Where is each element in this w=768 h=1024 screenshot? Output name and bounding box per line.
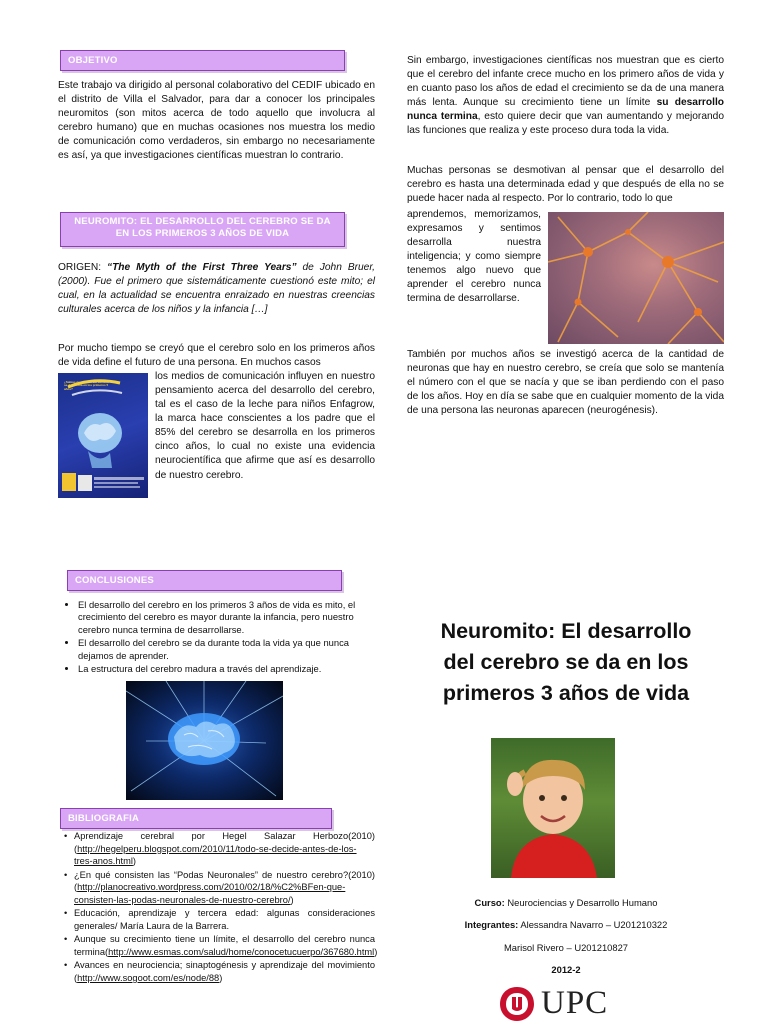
bibliografia-heading (60, 808, 332, 829)
neuron-network-icon (548, 212, 724, 344)
bibliografia-heading-text: BIBLIOGRAFIA (68, 813, 140, 824)
bib-link[interactable]: http://www.sogoot.com/es/node/88 (77, 973, 220, 984)
bib-item (62, 869, 375, 907)
origen-de: de (296, 262, 320, 273)
conclusion-item: • El desarrollo del cerebro en los primeros 3 años de vida es mito, el crecimiento del cerebro es mayor durante la infancia, pero nuestro cerebro nunca termina de desarrollarse. (78, 599, 378, 636)
integrantes-line (400, 919, 732, 932)
curso-label: Curso: (474, 897, 505, 908)
enfagrow-ad-text: ¿Sabías que el 85% del cerebro se desarrolla en los primeros 5 años? (64, 380, 109, 391)
bib-link[interactable]: http://hegelperu.blogspot.com/2010/11/todo-se-decide-antes-de-los-tres-anos.html (74, 843, 357, 867)
cover-title-line1: Neuromito: El desarrollo (440, 619, 692, 643)
bib-after: ) (219, 973, 223, 984)
right-paragraph-2-top: Muchas personas se desmotivan al pensar que el desarrollo del cerebro es hasta una determinada edad y que después de ella no se puede hacer nada al respecto. Por lo contrario, todo lo que (407, 165, 724, 205)
neuromito-heading (60, 212, 345, 247)
origen-paragraph (58, 261, 375, 317)
objetivo-text: Este trabajo va dirigido al personal colaborativo del CEDIF ubicado en el distrito de Villa el Salvador, para dar a conocer los principales neuromitos (son mitos acerca de todo aquello que involucra al cerebro humano) que en muchas ocasiones nos muestra los medio de comunicación como verdaderos, sin embargo no necesariamente es así, ya que investigaciones científicas muestran lo contrario. (58, 80, 375, 162)
neuromito-heading-line2: EN LOS PRIMEROS 3 AÑOS DE VIDA (115, 228, 290, 240)
curso-value: Neurociencias y Desarrollo Humano (504, 897, 658, 908)
bib-link[interactable]: http://www.esmas.com/salud/home/conocetucuerpo/367680.html (108, 946, 375, 957)
right-paragraph-2-wrap: aprendemos, memorizamos, expresamos y sentimos desarrolla nuestra inteligencia; y como siempre tenemos algo nuevo que aprender el cerebro nunca termina de desarrollarse. (407, 209, 541, 305)
myth-intro-paragraph: Por mucho tiempo se creyó que el cerebro solo en los primeros años de vida define el futuro de una persona. En muchos casos (58, 343, 375, 369)
objetivo-heading-text: OBJETIVO (68, 55, 118, 66)
origen-rest: (2000). Fue el primero que sistemáticamente cuestionó este mito; el cual, en la actualidad se encuentra enraizado en nuestras creencias culturales acerca de los niños y la infancia […] (58, 276, 375, 316)
bib-text: Aprendizaje cerebral por Hegel Salazar Herbozo(2010) ( (74, 831, 375, 854)
enfagrow-ad-image (58, 373, 148, 498)
upc-logo-text: UPC (541, 985, 609, 1021)
integrantes-label: Integrantes: (464, 919, 519, 930)
bib-text: Educación, aprendizaje y tercera edad: algunas consideraciones generales/ María Laura de la Barrera. (74, 908, 375, 931)
conclusiones-list (60, 599, 378, 676)
bib-item (62, 933, 378, 958)
child-portrait-icon (491, 738, 615, 878)
neurons-image (548, 212, 724, 344)
bib-text: Aunque su crecimiento tiene un límite, el desarrollo del cerebro nunca termina( (74, 934, 375, 957)
year: 2012-2 (551, 964, 581, 975)
bib-text: ¿En qué consisten las “Podas Neuronales” de nuestro cerebro?(2010)( (74, 869, 375, 893)
brain-head-icon (58, 373, 148, 498)
objetivo-heading (60, 50, 345, 71)
right-paragraph-1 (407, 54, 724, 138)
bibliografia-list (62, 830, 378, 986)
bib-after: ) (374, 946, 378, 957)
child-photo (491, 738, 615, 878)
integrante-2-line: Marisol Rivero – U201210827 (503, 942, 629, 953)
brain-icon (126, 681, 283, 800)
cover-title (400, 616, 732, 710)
bib-after: ) (132, 856, 137, 867)
bib-after: ) (290, 894, 294, 905)
curso-line (400, 897, 732, 910)
conclusiones-heading-text: CONCLUSIONES (75, 575, 154, 586)
conclusiones-heading (67, 570, 342, 591)
conclusion-item: • La estructura del cerebro madura a través del aprendizaje. (78, 663, 378, 675)
glowing-brain-image (126, 681, 283, 800)
neuromito-heading-line1: NEUROMITO: EL DESARROLLO DEL CEREBRO SE DA (74, 216, 331, 227)
myth-wrap-paragraph: los medios de comunicación influyen en nuestro pensamiento acerca del desarrollo del cerebro, tal es el caso de la leche para niños Enfagrow, la marca hace conscientes a los padre que el 85% del cerebro se desarrolla en los primeros cinco años, lo cual no existe una evidencia neurocientífica que afirme que así es desarrollo de nuestro cerebro. (155, 371, 375, 481)
right-p1-bold: su desarrollo nunca termina (407, 97, 725, 123)
cover-title-line2: del cerebro se da en los (443, 650, 689, 675)
upc-emblem-icon (498, 983, 536, 1023)
bib-item (62, 830, 375, 868)
upc-logo (498, 983, 628, 1023)
origen-label: ORIGEN: (58, 262, 107, 273)
bib-link[interactable]: http://planocreativo.wordpress.com/2010/02/18/%C2%BFen-que-consisten-las-podas-neuronales-de-nuestro-cerebro/ (74, 882, 346, 905)
bib-item (62, 907, 375, 932)
integrante-1: Alessandra Navarro – U201210322 (518, 919, 668, 930)
year-line (400, 964, 732, 977)
cover-title-line3: primeros 3 años de vida (442, 681, 690, 706)
origen-author: John Bruer, (319, 262, 376, 273)
bib-text: Avances en neurociencia; sinaptogénesis y aprendizaje del movimiento ( (74, 960, 375, 984)
right-p1-after: , esto quiere decir que van aumentando y mejorando las funciones que realiza y este proceso dura toda la vida. (407, 111, 724, 137)
conclusion-item: • El desarrollo del cerebro se da durante toda la vida ya que nunca dejamos de aprender. (78, 637, 378, 662)
bib-item (62, 959, 375, 984)
origen-book-title: “The Myth of the First Three Years” (106, 262, 297, 273)
right-p1-before: Sin embargo, investigaciones científicas nos muestran que es cierto que el cerebro del infante crece mucho en los primero años de vida y en cuanto paso los años de edad el crecimiento se da de una manera más lenta. Aunque su crecimiento tiene un límite (407, 55, 724, 109)
right-paragraph-3: También por muchos años se investigó acerca de la cantidad de neuronas que hay en nuestro cerebro, se creía que solo se mantenía el número con el que se nacía y que se iban perdiendo con el paso de los años. Hoy en día se sabe que en cualquier momento de la vida de una persona las neuronas aparecen (neurogénesis). (407, 349, 724, 417)
